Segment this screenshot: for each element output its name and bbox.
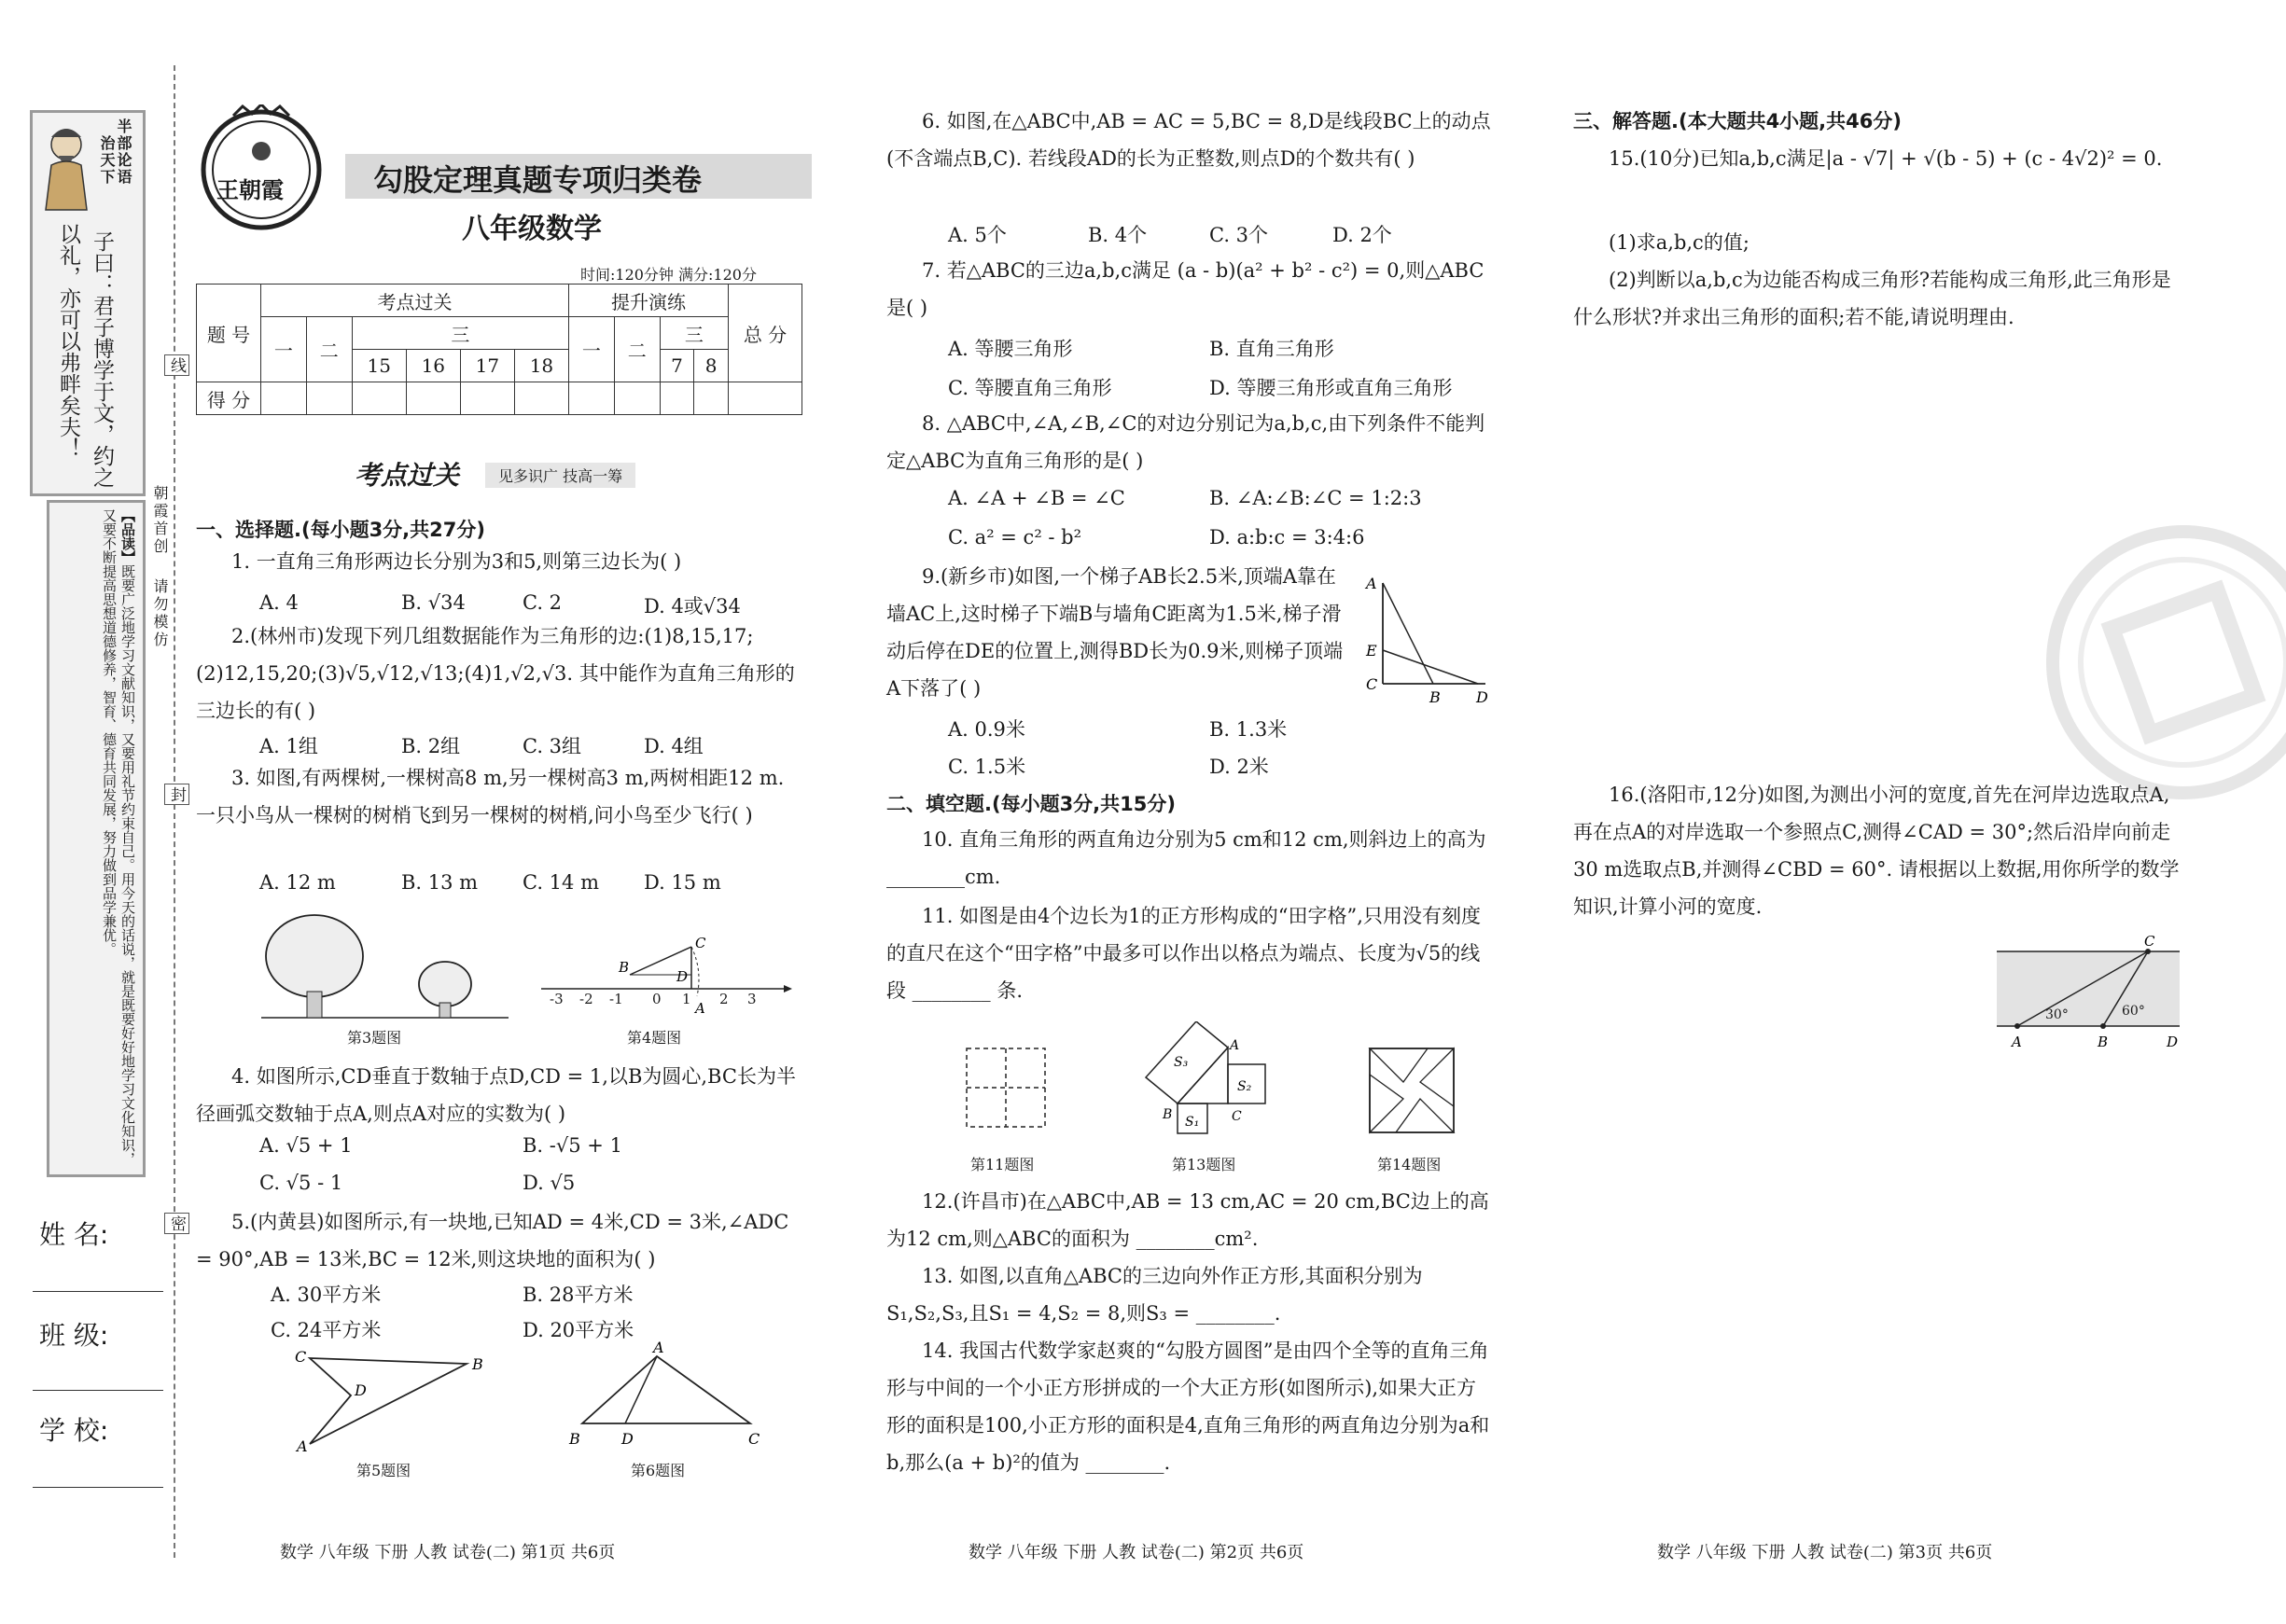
question-15-part2: (2)判断以a,b,c为边能否构成三角形?若能构成三角形,此三角形是什么形状?并求出三角形的面积;若不能,请说明理由. [1573, 269, 2171, 328]
q3-opt-c: C. 14 m [523, 871, 599, 894]
th-group2: 提升演练 [568, 285, 728, 317]
th-1-a: 一 [261, 317, 307, 382]
review-label: 【品读】 [119, 508, 136, 564]
review-body: 既要广泛地学习文献知识，又要用礼节约束自己。用今天的话说，就是既要好好地学习文化知识，又要不断提高思想道德修养，智育、德育共同发展，努力做到品学兼优。 [101, 508, 136, 1166]
figure-6 [564, 1339, 769, 1451]
svg-text:D: D [2167, 1034, 2179, 1050]
tick-m2: -2 [579, 991, 593, 1007]
q7-opt-d: D. 等腰三角形或直角三角形 [1209, 377, 1453, 399]
svg-text:C: C [748, 1430, 760, 1448]
section-2-heading: 二、填空题.(每小题3分,共15分) [886, 793, 1176, 815]
score-cell[interactable] [514, 382, 568, 415]
score-cell[interactable] [306, 382, 352, 415]
svg-text:D: D [676, 968, 689, 985]
svg-text:A: A [695, 1000, 705, 1017]
question-3: 3. 如图,有两棵树,一棵树高8 m,另一棵树高3 m,两树相距12 m. 一只小鸟从一棵树的树梢飞到另一棵树的树梢,问小鸟至少飞行( ) [196, 767, 785, 826]
caption-fig14: 第14题图 [1377, 1156, 1442, 1173]
tick-2: 2 [719, 991, 729, 1007]
q3-opt-a: A. 12 m [259, 871, 336, 894]
q8-opt-d: D. a:b:c = 3:4:6 [1209, 526, 1365, 548]
tick-1: 1 [682, 991, 691, 1007]
quote-col-b: 以礼，亦可以弗畔矣夫！ [56, 223, 80, 459]
question-11: 11. 如图是由4个边长为1的正方形构成的“田字格”,只用没有刻度的直尺在这个“田字格”中最多可以作出以格点为端点、长度为√5的线段 ________ 条. [886, 905, 1481, 1002]
school-label: 学 校: [39, 1415, 109, 1446]
q7-opt-a: A. 等腰三角形 [948, 338, 1073, 360]
q5-opt-c: C. 24平方米 [271, 1319, 382, 1341]
th-2-a: 一 [568, 317, 614, 382]
q4-opt-b: B. -√5 + 1 [523, 1134, 622, 1157]
th-7: 7 [660, 350, 694, 382]
time-info: 时间:120分钟 满分:120分 [580, 266, 757, 284]
caption-fig13: 第13题图 [1172, 1156, 1236, 1173]
name-label: 姓 名: [39, 1219, 109, 1250]
th-8: 8 [694, 350, 729, 382]
svg-text:S₃: S₃ [1174, 1055, 1189, 1070]
cut-mark-1: 线 [164, 354, 189, 376]
svg-text:B: B [472, 1355, 483, 1373]
q8-opt-b: B. ∠A:∠B:∠C = 1:2:3 [1209, 487, 1422, 509]
svg-text:C: C [1366, 675, 1378, 693]
question-2: 2.(林州市)发现下列几组数据能作为三角形的边:(1)8,15,17;(2)12,15,20;(3)√5,√12,√13;(4)1,√2,√3. 其中能作为直角三角形的三边长的有( ) [196, 625, 795, 722]
figure-9 [1362, 574, 1502, 704]
tick-3: 3 [747, 991, 757, 1007]
th-1-c: 三 [352, 317, 568, 350]
th-total: 总 分 [729, 285, 802, 382]
motto-top: 半部论语 [115, 118, 132, 186]
th-1-b: 二 [306, 317, 352, 382]
q6-opt-b: B. 4个 [1088, 224, 1148, 246]
caption-fig11: 第11题图 [970, 1156, 1035, 1173]
score-cell[interactable] [694, 382, 729, 415]
q9-opt-a: A. 0.9米 [948, 718, 1025, 741]
footer-page-1: 数学 八年级 下册 人教 试卷(二) 第1页 共6页 [280, 1543, 616, 1562]
score-label: 得 分 [197, 382, 261, 415]
svg-text:S₂: S₂ [1237, 1079, 1252, 1094]
brand-logo [196, 104, 327, 235]
page-subtitle: 八年级数学 [462, 213, 602, 245]
figure-3 [257, 909, 513, 1021]
svg-text:D: D [355, 1381, 367, 1399]
q4-opt-c: C. √5 - 1 [259, 1172, 343, 1194]
q9-opt-c: C. 1.5米 [948, 756, 1026, 778]
q6-opt-d: D. 2个 [1332, 224, 1392, 246]
q6-opt-c: C. 3个 [1209, 224, 1269, 246]
svg-text:B: B [569, 1430, 580, 1448]
motto-box [30, 110, 146, 496]
q3-opt-b: B. 13 m [401, 871, 479, 894]
figure-13 [1140, 1021, 1271, 1143]
th-16: 16 [406, 350, 460, 382]
svg-text:B: B [2098, 1034, 2109, 1050]
q9-opt-d: D. 2米 [1209, 756, 1269, 778]
score-table [196, 284, 802, 415]
tick-m3: -3 [550, 991, 564, 1007]
score-cell[interactable] [660, 382, 694, 415]
th-group1: 考点过关 [261, 285, 569, 317]
figure-16 [1993, 933, 2189, 1052]
question-4: 4. 如图所示,CD垂直于数轴于点D,CD = 1,以B为圆心,BC长为半径画弧交数轴于点A,则点A对应的实数为( ) [196, 1065, 796, 1125]
footer-page-2: 数学 八年级 下册 人教 试卷(二) 第2页 共6页 [969, 1543, 1304, 1562]
score-cell[interactable] [406, 382, 460, 415]
page-title: 勾股定理真题专项归类卷 [373, 162, 703, 198]
school-field[interactable] [33, 1487, 163, 1488]
brand-name: 王朝霞 [216, 176, 284, 203]
cut-mark-2: 封 [164, 784, 189, 805]
side-note-2: 请勿模仿 [151, 578, 169, 649]
angle-30: 30° [2045, 1007, 2069, 1022]
th-15: 15 [352, 350, 406, 382]
section-1-heading: 一、选择题.(每小题3分,共27分) [196, 519, 485, 541]
svg-text:C: C [1232, 1109, 1242, 1124]
svg-text:E: E [1366, 642, 1377, 659]
question-8: 8. △ABC中,∠A,∠B,∠C的对边分别记为a,b,c,由下列条件不能判定△ABC为直角三角形的是( ) [886, 412, 1485, 472]
svg-text:S₁: S₁ [1185, 1115, 1200, 1130]
th-17: 17 [460, 350, 514, 382]
svg-text:C: C [2144, 933, 2155, 950]
svg-text:A: A [2012, 1034, 2022, 1050]
svg-text:C: C [295, 1348, 307, 1366]
question-10: 10. 直角三角形的两直角边分别为5 cm和12 cm,则斜边上的高为 ________cm. [886, 828, 1486, 888]
svg-text:D: D [621, 1430, 634, 1448]
q2-opt-a: A. 1组 [259, 735, 318, 757]
score-cell[interactable] [352, 382, 406, 415]
cut-mark-3: 密 [164, 1213, 189, 1234]
caption-fig3: 第3题图 [347, 1029, 402, 1047]
q2-opt-d: D. 4组 [644, 735, 704, 757]
figure-11 [965, 1047, 1047, 1129]
question-15-part1: (1)求a,b,c的值; [1609, 231, 1749, 254]
svg-text:A: A [297, 1437, 308, 1455]
question-13: 13. 如图,以直角△ABC的三边向外作正方形,其面积分别为S₁,S₂,S₃,且S₁ = 4,S₂ = 8,则S₃ = ________. [886, 1265, 1423, 1325]
footer-page-3: 数学 八年级 下册 人教 试卷(二) 第3页 共6页 [1657, 1543, 1993, 1562]
q8-opt-c: C. a² = c² - b² [948, 526, 1082, 548]
q5-opt-a: A. 30平方米 [271, 1284, 382, 1306]
figure-5 [289, 1343, 495, 1455]
q4-opt-d: D. √5 [523, 1172, 576, 1194]
q2-opt-c: C. 3组 [523, 735, 582, 757]
th-2-c: 三 [660, 317, 728, 350]
q1-opt-a: A. 4 [259, 591, 299, 614]
banner-slogan: 见多识广 技高一筹 [485, 463, 635, 488]
th-2-b: 二 [614, 317, 660, 382]
figure-14 [1368, 1047, 1456, 1134]
quote-col-a: 子曰：君子博学于文，约之 [90, 230, 114, 488]
svg-text:B: B [1429, 688, 1441, 704]
question-15: 15.(10分)已知a,b,c满足|a - √7| + √(b - 5) + (c - 4√2)² = 0. [1609, 147, 2163, 170]
question-1: 1. 一直角三角形两边长分别为3和5,则第三边长为( ) [231, 550, 682, 573]
section-3-heading: 三、解答题.(本大题共4小题,共46分) [1573, 110, 1902, 132]
q7-opt-c: C. 等腰直角三角形 [948, 377, 1112, 399]
svg-text:A: A [1366, 575, 1377, 592]
q3-opt-d: D. 15 m [644, 871, 721, 894]
side-note-1: 朝霞首创 [151, 485, 169, 556]
confucius-avatar [36, 118, 96, 212]
tick-0: 0 [652, 991, 662, 1007]
th-18: 18 [514, 350, 568, 382]
class-field[interactable] [33, 1390, 163, 1391]
banner-title: 考点过关 [355, 460, 460, 491]
q1-opt-b: B. √34 [401, 591, 466, 614]
q8-opt-a: A. ∠A + ∠B = ∠C [948, 487, 1125, 509]
score-cell[interactable] [460, 382, 514, 415]
th-num: 题 号 [197, 285, 261, 382]
caption-fig5: 第5题图 [356, 1462, 411, 1479]
question-9: 9.(新乡市)如图,一个梯子AB长2.5米,顶端A靠在墙AC上,这时梯子下端B与墙角C距离为1.5米,梯子滑动后停在DE的位置上,测得BD长为0.9米,则梯子顶端A下落了( ) [886, 565, 1344, 700]
score-cell[interactable] [261, 382, 307, 415]
question-12: 12.(许昌市)在△ABC中,AB = 13 cm,AC = 20 cm,BC边上的高为12 cm,则△ABC的面积为 ________cm². [886, 1190, 1489, 1250]
svg-text:D: D [1476, 688, 1488, 704]
caption-fig4: 第4题图 [627, 1029, 682, 1047]
cut-line [174, 65, 175, 1558]
svg-text:B: B [619, 959, 630, 976]
q5-opt-d: D. 20平方米 [523, 1319, 634, 1341]
svg-text:A: A [653, 1339, 664, 1356]
angle-60: 60° [2122, 1004, 2145, 1019]
question-14: 14. 我国古代数学家赵爽的“勾股方圆图”是由四个全等的直角三角形与中间的一个小正方形拼成的一个大正方形(如图所示),如果大正方形的面积是100,小正方形的面积是4,直角三角形的两直角边分别为a和b,那么(a + b)²的值为 ________. [886, 1339, 1490, 1474]
class-label: 班 级: [39, 1320, 109, 1351]
q9-opt-b: B. 1.3米 [1209, 718, 1288, 741]
figure-4 [537, 933, 793, 1017]
svg-text:B: B [1163, 1107, 1173, 1122]
score-cell[interactable] [729, 382, 802, 415]
question-16: 16.(洛阳市,12分)如图,为测出小河的宽度,首先在河岸边选取点A,再在点A的对岸选取一个参照点C,测得∠CAD = 30°;然后沿岸向前走30 m选取点B,并测得∠CBD = 60°. 请根据以上数据,用你所学的数学知识,计算小河的宽度. [1573, 784, 2180, 918]
q7-opt-b: B. 直角三角形 [1209, 338, 1334, 360]
score-cell[interactable] [614, 382, 660, 415]
q6-opt-a: A. 5个 [948, 224, 1007, 246]
q1-opt-c: C. 2 [523, 591, 563, 614]
question-6: 6. 如图,在△ABC中,AB = AC = 5,BC = 8,D是线段BC上的动点(不含端点B,C). 若线段AD的长为正整数,则点D的个数共有( ) [886, 110, 1491, 170]
question-7: 7. 若△ABC的三边a,b,c满足 (a - b)(a² + b² - c²) = 0,则△ABC是( ) [886, 259, 1485, 319]
score-cell[interactable] [568, 382, 614, 415]
question-5: 5.(内黄县)如图所示,有一块地,已知AD = 4米,CD = 3米,∠ADC = 90°,AB = 13米,BC = 12米,则这块地的面积为( ) [196, 1211, 789, 1270]
watermark-seal [2006, 522, 2286, 802]
svg-text:A: A [1230, 1038, 1240, 1053]
review-text [100, 508, 137, 1167]
tick-m1: -1 [609, 991, 623, 1007]
q4-opt-a: A. √5 + 1 [259, 1134, 353, 1157]
name-field[interactable] [33, 1291, 163, 1292]
svg-text:C: C [695, 935, 706, 951]
q2-opt-b: B. 2组 [401, 735, 461, 757]
caption-fig6: 第6题图 [631, 1462, 686, 1479]
motto-sub: 治天下 [98, 135, 116, 186]
review-box [47, 500, 146, 1177]
q1-opt-d: D. 4或√34 [644, 595, 741, 618]
q5-opt-b: B. 28平方米 [523, 1284, 634, 1306]
